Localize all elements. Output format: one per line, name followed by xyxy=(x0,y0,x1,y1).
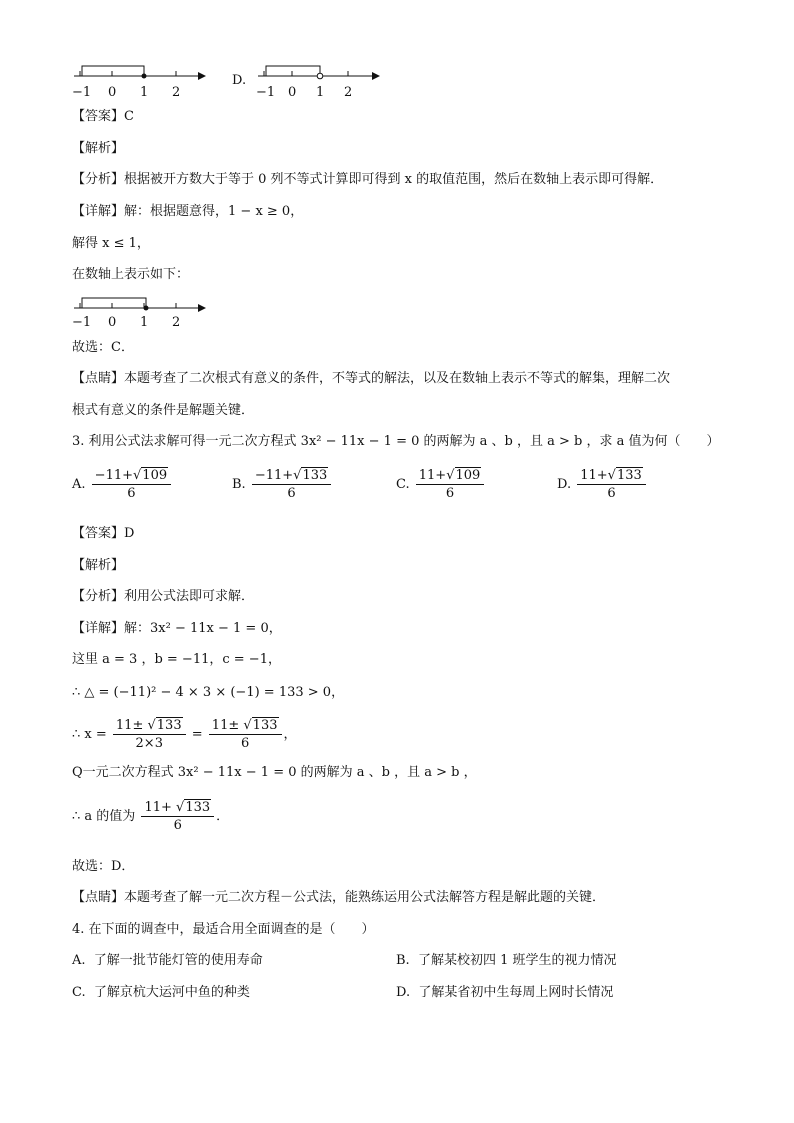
denominator: 6 xyxy=(607,486,616,501)
dianjing-tag: 【点睛】 xyxy=(72,371,125,386)
option-label: B. xyxy=(396,953,410,968)
formula-suffix: ， xyxy=(283,727,297,742)
q2-numberline-caption: 在数轴上表示如下： xyxy=(72,267,190,282)
q3-option-a xyxy=(72,468,173,501)
equals-sign: = xyxy=(191,727,203,742)
xiangjie-tag: 【详解】 xyxy=(72,621,125,636)
q3-since-line: Q一元二次方程式 3x² − 11x − 1 = 0 的两解为 a 、b ，且 a > b ， xyxy=(72,765,477,780)
option-label: D. xyxy=(396,985,411,1000)
q2-answer xyxy=(72,108,134,126)
option-fraction: $\frac{11+√133}{6}$ xyxy=(577,468,646,501)
option-fraction: $\frac{-11+√133}{6}$ xyxy=(252,468,331,501)
q4-option-b xyxy=(396,952,617,970)
xiangjie-text: 解：根据题意得，1 − x ≥ 0， xyxy=(124,204,304,219)
radicand: 133 xyxy=(302,468,328,483)
option-label: A. xyxy=(72,477,86,492)
q3-fenxi xyxy=(72,588,254,606)
q3-stem: 3. 利用公式法求解可得一元二次方程式 3x² − 11x − 1 = 0 的两解为 a 、b ，且 a > b ，求 a 值为何（ ） xyxy=(72,434,720,449)
option-d-label: D. xyxy=(232,73,247,88)
answer-tag: 【答案】 xyxy=(72,526,125,541)
number-line-option-c xyxy=(68,62,218,106)
tick-label: −1 xyxy=(256,85,276,100)
radicand: 109 xyxy=(455,468,481,483)
q3-xiangjie xyxy=(72,620,282,638)
option-label: D. xyxy=(557,477,572,492)
formula-fraction-2: $\frac{11\pm √133}{6}$ xyxy=(209,718,282,751)
option-label: C. xyxy=(72,985,86,1000)
dianjing-tag: 【点睛】 xyxy=(72,890,125,905)
tick-label: 1 xyxy=(316,85,325,100)
q3-value-line xyxy=(72,800,229,833)
tick-label: 0 xyxy=(108,315,117,330)
q3-answer xyxy=(72,525,134,543)
answer-tag: 【答案】 xyxy=(72,109,125,124)
option-text: 了解某校初四 1 班学生的视力情况 xyxy=(417,953,617,968)
tick-label: 2 xyxy=(344,85,353,100)
fenxi-tag: 【分析】 xyxy=(72,589,125,604)
q2-number-line xyxy=(68,292,218,336)
denominator: 6 xyxy=(173,818,182,833)
xiangjie-tag: 【详解】 xyxy=(72,204,125,219)
q3-option-b xyxy=(232,468,333,501)
radicand: 133 xyxy=(156,718,182,733)
option-text: 了解一批节能灯管的使用寿命 xyxy=(93,953,263,968)
number-line-option-d xyxy=(252,62,402,106)
numerator-prefix: 11± xyxy=(115,718,148,733)
numerator-prefix: −11+ xyxy=(94,468,133,483)
q4-option-c xyxy=(72,984,250,1002)
numerator-prefix: 11+ xyxy=(418,468,447,483)
number-line-svg xyxy=(68,292,218,332)
option-fraction: $\frac{-11+√109}{6}$ xyxy=(92,468,171,501)
q2-fenxi xyxy=(72,171,663,189)
dianjing-text: 本题考查了解一元二次方程－公式法，能熟练运用公式法解答方程是解此题的关键． xyxy=(124,890,606,905)
q3-dianjing xyxy=(72,889,605,907)
denominator: 6 xyxy=(445,486,455,501)
option-label: C. xyxy=(396,477,410,492)
tick-label: 0 xyxy=(108,85,117,100)
q4-option-a xyxy=(72,952,263,970)
xiangjie-text: 解：3x² − 11x − 1 = 0， xyxy=(124,621,282,636)
value-suffix: ． xyxy=(216,809,230,824)
numerator-prefix: 11+ xyxy=(144,800,177,815)
tick-label: 2 xyxy=(172,315,181,330)
tick-label: −1 xyxy=(72,85,92,100)
formula-prefix: ∴ x = xyxy=(72,727,107,742)
radicand: 133 xyxy=(616,468,642,483)
option-text: 了解某省初中生每周上网时长情况 xyxy=(418,985,614,1000)
denominator: 6 xyxy=(127,486,136,501)
q3-jiexi: 【解析】 xyxy=(72,558,125,573)
radicand: 133 xyxy=(252,718,278,733)
q3-option-d xyxy=(557,468,648,501)
q2-jiexi: 【解析】 xyxy=(72,141,125,156)
option-fraction: $\frac{11+√109}{6}$ xyxy=(416,468,485,501)
q2-dianjing-cont: 根式有意义的条件是解题关键． xyxy=(72,403,255,418)
tick-label: 0 xyxy=(288,85,297,100)
answer-value: C xyxy=(124,109,134,124)
dianjing-text: 本题考查了二次根式有意义的条件，不等式的解法，以及在数轴上表示不等式的解集，理解二次 xyxy=(124,371,671,386)
q3-discriminant: ∴ △ = (−11)² − 4 × 3 × (−1) = 133 > 0， xyxy=(72,685,345,700)
denominator: 6 xyxy=(241,736,250,751)
q2-dianjing xyxy=(72,370,670,388)
q2-xiangjie xyxy=(72,203,303,221)
tick-label: −1 xyxy=(72,315,92,330)
option-label: B. xyxy=(232,477,246,492)
fenxi-text: 根据被开方数大于等于 0 列不等式计算即可得到 x 的取值范围，然后在数轴上表示即可得解． xyxy=(124,172,664,187)
numerator-prefix: −11+ xyxy=(254,468,294,483)
option-text: 了解京杭大运河中鱼的种类 xyxy=(93,985,250,1000)
tick-label: 1 xyxy=(140,315,149,330)
denominator: 6 xyxy=(287,486,296,501)
value-prefix: ∴ a 的值为 xyxy=(72,809,136,824)
q3-coefficients: 这里 a = 3 ，b = −11，c = −1， xyxy=(72,652,281,667)
formula-fraction-1: $\frac{11\pm √133}{2\times 3}$ xyxy=(113,718,186,751)
value-fraction: $\frac{11+ √133}{6}$ xyxy=(141,800,214,833)
q3-choose: 故选：D． xyxy=(72,859,135,874)
fenxi-tag: 【分析】 xyxy=(72,172,125,187)
q2-choose: 故选：C． xyxy=(72,340,134,355)
q3-formula-line xyxy=(72,718,297,751)
option-label: A. xyxy=(72,953,86,968)
fenxi-text: 利用公式法即可求解． xyxy=(124,589,255,604)
q3-option-c xyxy=(396,468,486,501)
tick-label: 1 xyxy=(140,85,149,100)
number-line-svg xyxy=(68,62,218,102)
numerator-prefix: 11+ xyxy=(580,468,608,483)
tick-label: 2 xyxy=(172,85,181,100)
radicand: 133 xyxy=(185,800,211,815)
q4-option-d xyxy=(396,984,613,1002)
numerator-prefix: 11± xyxy=(211,718,244,733)
q2-solve-line: 解得 x ≤ 1， xyxy=(72,236,150,251)
answer-value: D xyxy=(124,526,135,541)
number-line-svg xyxy=(252,62,402,102)
denominator: 2×3 xyxy=(135,736,163,751)
radicand: 109 xyxy=(142,468,168,483)
q4-stem: 4. 在下面的调查中，最适合用全面调查的是（ ） xyxy=(72,922,375,937)
